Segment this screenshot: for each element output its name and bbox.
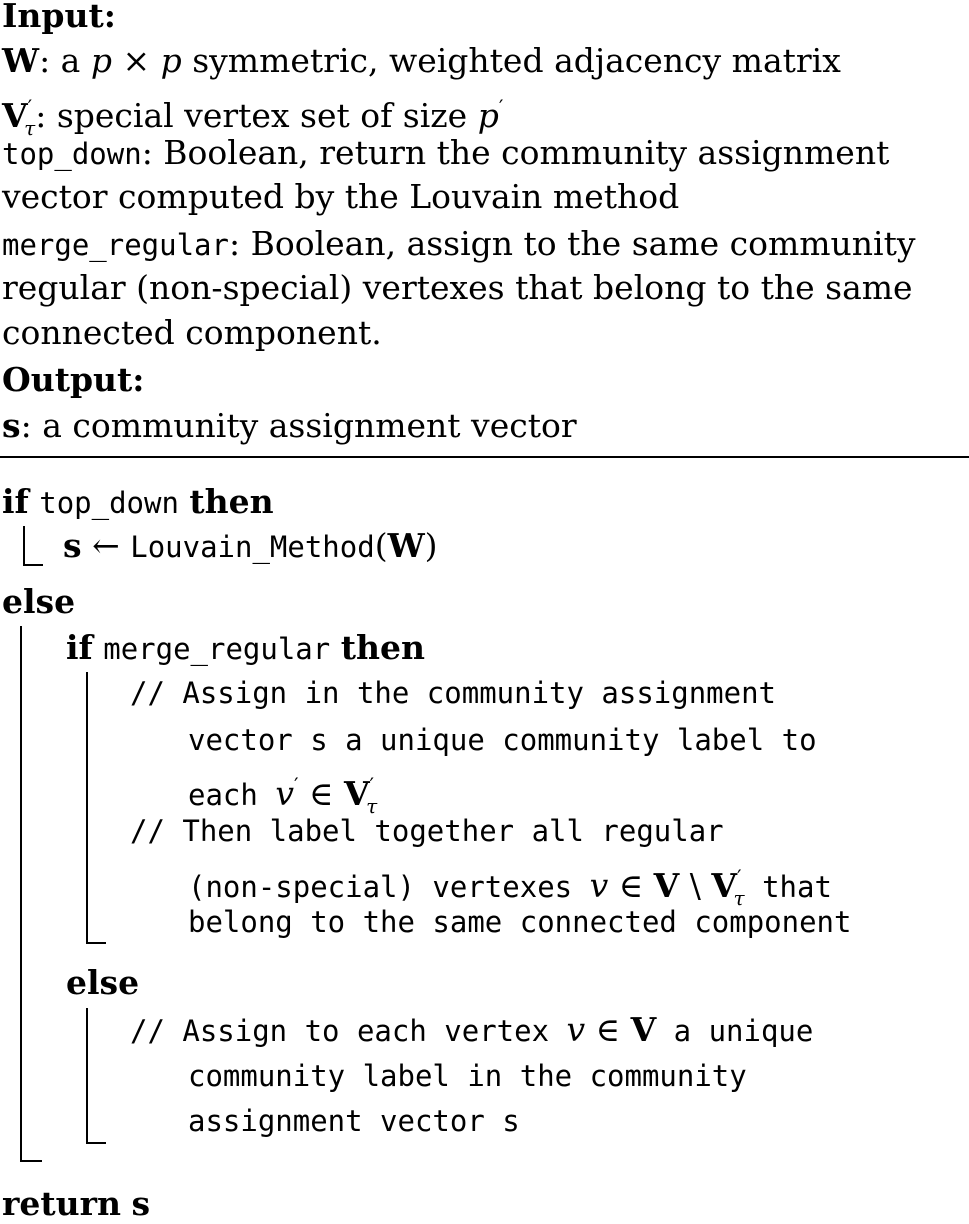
comment-1-line-3: each v′ ∈ $V'_\tau$ bbox=[188, 773, 378, 818]
output-heading: Output: bbox=[2, 360, 145, 399]
block-foot-else bbox=[20, 1160, 42, 1162]
else-inner-line: else bbox=[66, 963, 140, 1002]
louvain-assign-line: s ← Louvain_Method(W) bbox=[63, 526, 438, 565]
w-size: p × p bbox=[90, 41, 182, 80]
block-bar-else-inner bbox=[86, 1008, 88, 1144]
block-bar-merge bbox=[86, 672, 88, 944]
input-w-line: W: a p × p symmetric, weighted adjacency matrix bbox=[2, 41, 841, 80]
if-top-down-line: if top_down then bbox=[2, 482, 274, 521]
block-bar-top-down bbox=[23, 526, 25, 566]
else-line: else bbox=[2, 582, 76, 621]
comment-3-line-2: community label in the community bbox=[188, 1059, 747, 1093]
merge-regular-param: merge_regular bbox=[2, 228, 229, 262]
input-v-line: $V'_\tau$: special vertex set of size p′ bbox=[2, 95, 504, 140]
input-top-down-line-2: vector computed by the Louvain method bbox=[2, 177, 680, 216]
separator-rule bbox=[0, 456, 969, 458]
output-s-line: s: a community assignment vector bbox=[2, 406, 577, 445]
block-foot-merge bbox=[86, 942, 106, 944]
input-merge-regular-line-3: connected component. bbox=[2, 313, 382, 352]
comment-2-line-1: // Then label together all regular bbox=[130, 814, 724, 848]
comment-3-line-3: assignment vector s bbox=[188, 1104, 520, 1138]
return-line: return s bbox=[2, 1184, 151, 1223]
input-top-down-line: top_down: Boolean, return the community assignment bbox=[2, 133, 890, 172]
louvain-function: Louvain_Method bbox=[130, 530, 375, 564]
block-foot-top-down bbox=[23, 564, 43, 566]
block-bar-else bbox=[20, 626, 22, 1162]
comment-2-line-3: belong to the same connected component bbox=[188, 905, 852, 939]
w-symbol: W bbox=[2, 41, 40, 80]
comment-1-line-2: vector s a unique community label to bbox=[188, 723, 817, 757]
block-foot-else-inner bbox=[86, 1142, 106, 1144]
input-merge-regular-line-2: regular (non-special) vertexes that belong to the same bbox=[2, 268, 913, 307]
input-merge-regular-line: merge_regular: Boolean, assign to the same community bbox=[2, 224, 916, 263]
v-symbol: V bbox=[2, 96, 28, 135]
if-merge-regular-line: if merge_regular then bbox=[66, 628, 425, 667]
comment-3-line-1: // Assign to each vertex v ∈ V a unique bbox=[130, 1010, 814, 1049]
s-symbol: s bbox=[2, 406, 21, 445]
top-down-param: top_down bbox=[2, 137, 142, 171]
input-heading: Input: bbox=[2, 0, 116, 35]
comment-2-line-2: (non-special) vertexes v ∈ V \ $V'_\tau$ that bbox=[188, 865, 832, 910]
comment-1-line-1: // Assign in the community assignment bbox=[130, 676, 777, 710]
